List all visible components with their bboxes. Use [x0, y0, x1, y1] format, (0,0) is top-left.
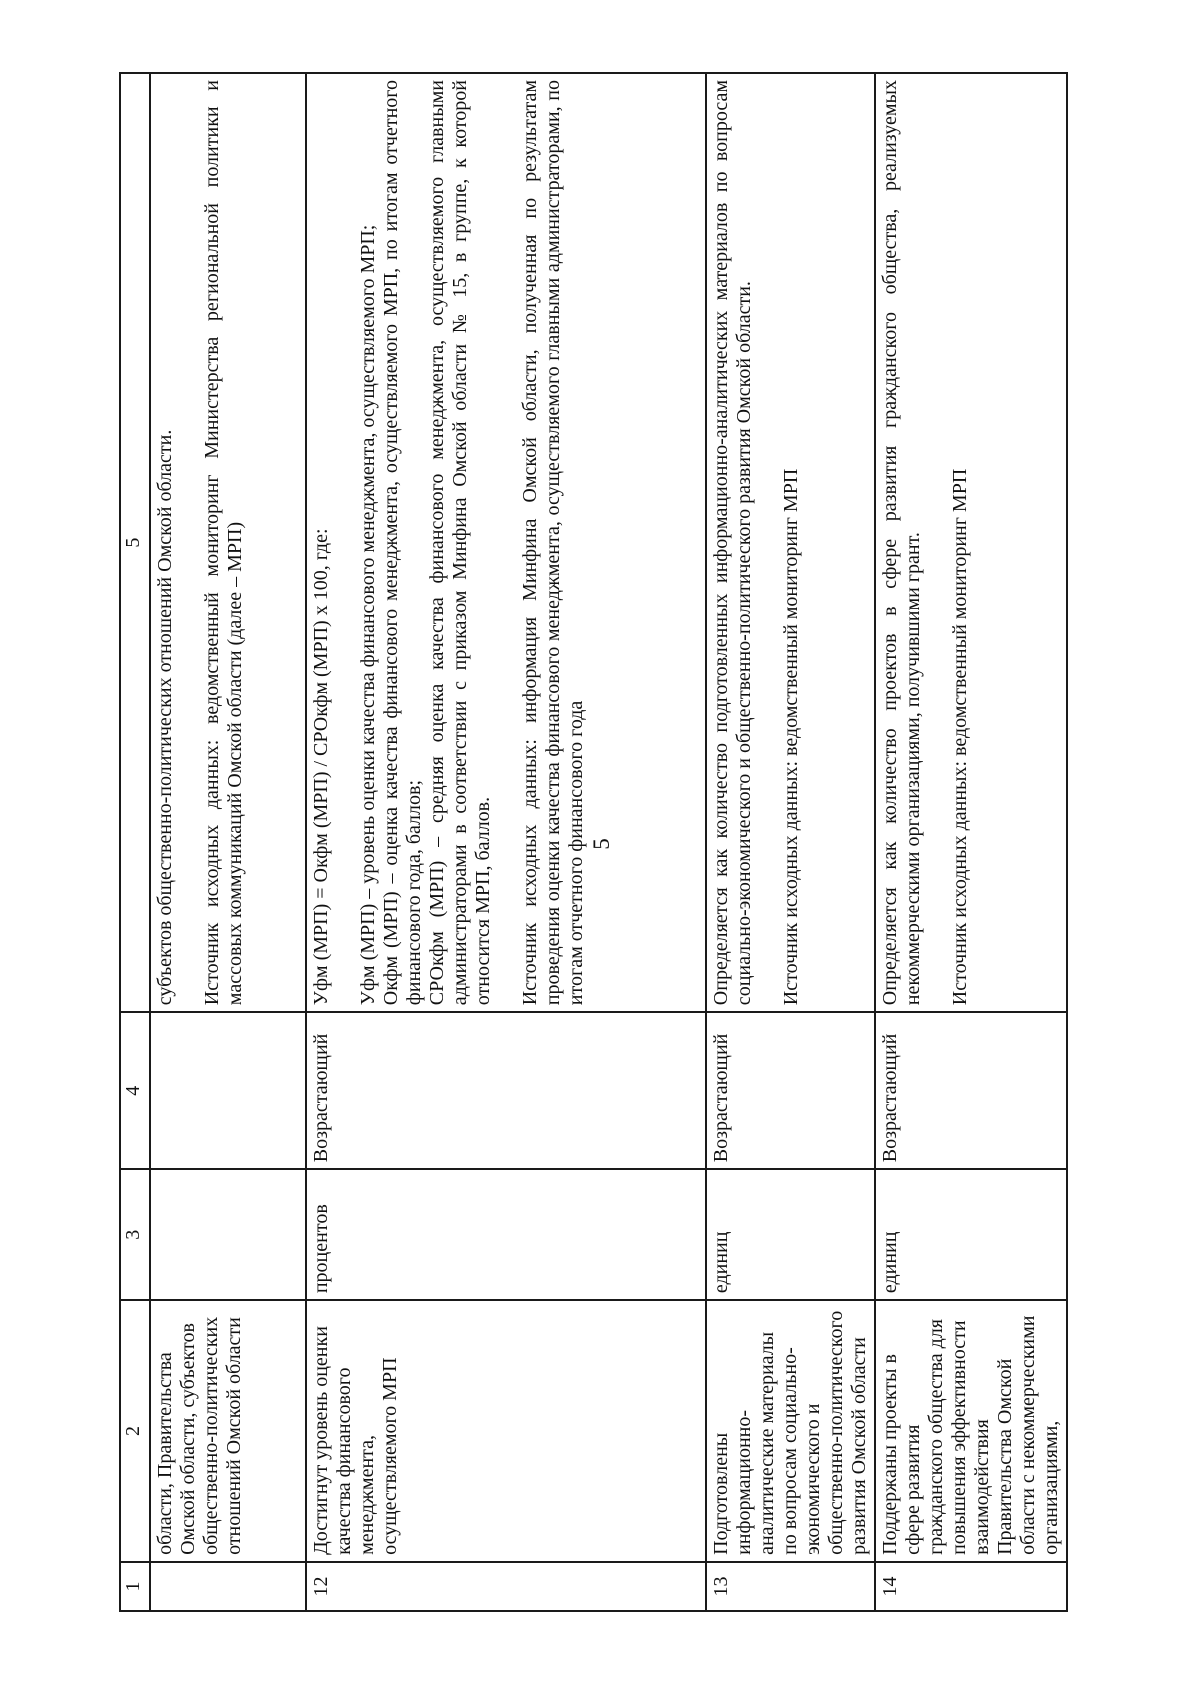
calculation-method	[875, 73, 1067, 1012]
trend: Возрастающий	[306, 1012, 706, 1169]
column-header: 5	[120, 73, 150, 1012]
description-paragraph: СРОкфм (МРП) – средняя оценка качества финансового менеджмента, осуществляемого главными администраторами в соответствии с приказом Минфина Омской области № 15, в группе, к которой относится МРП, баллов.	[426, 80, 494, 1006]
table-row	[306, 73, 706, 1611]
page-number: 5	[589, 838, 614, 850]
indicator-name: области, Правительства Омской области, субъектов общественно-политических отношений Омской области	[150, 1300, 306, 1562]
column-header: 2	[120, 1300, 150, 1562]
trend: Возрастающий	[706, 1012, 875, 1169]
trend	[150, 1012, 306, 1169]
description-paragraph: Источник исходных данных: информация Минфина Омской области, полученная по результатам проведения оценки качества финансового менеджмента, осуществляемого главными администраторами, по итогам отчетного финансового года	[519, 80, 587, 1006]
unit-of-measure: единиц	[706, 1169, 875, 1300]
row-number: 12	[306, 1562, 706, 1611]
description-paragraph: Источник исходных данных: ведомственный мониторинг МРП	[780, 468, 802, 1006]
table-header-row	[120, 73, 150, 1611]
description-paragraph: Источник исходных данных: ведомственный мониторинг МРП	[949, 468, 971, 1006]
row-number: 13	[706, 1562, 875, 1611]
row-number: 14	[875, 1562, 1067, 1611]
calculation-method	[150, 73, 306, 1012]
description-paragraph: Источник исходных данных: ведомственный мониторинг Министерства региональной политики и массовых коммуникаций Омской области (далее – МРП)	[201, 80, 246, 1006]
description-paragraph: Определяется как количество подготовленных информационно-аналитических материалов по вопросам социально-экономического и общественно-политического развития Омской области.	[710, 80, 755, 1006]
description-paragraph: Уфм (МРП) – уровень оценки качества финансового менеджмента, осуществляемого МРП;	[357, 224, 379, 1006]
formula: Уфм (МРП) = Окфм (МРП) / СРОкфм (МРП) х 100, где:	[310, 528, 332, 1006]
rotated-table-container	[119, 72, 1119, 1612]
unit-of-measure: процентов	[306, 1169, 706, 1300]
row-number	[150, 1562, 306, 1611]
unit-of-measure: единиц	[875, 1169, 1067, 1300]
indicator-name: Подготовлены информационно-аналитические материалы по вопросам социально-экономического и общественно-политического развития Омской области	[706, 1300, 875, 1562]
rotated-table-canvas	[119, 72, 1119, 1612]
table-row	[706, 73, 875, 1611]
indicators-table	[119, 72, 1068, 1612]
trend: Возрастающий	[875, 1012, 1067, 1169]
description-paragraph: Окфм (МРП) – оценка качества финансового менеджмента, осуществляемого МРП, по итогам отчетного финансового года, баллов;	[380, 80, 425, 1006]
unit-of-measure	[150, 1169, 306, 1300]
table-row	[875, 73, 1067, 1611]
column-header: 4	[120, 1012, 150, 1169]
table-row	[150, 73, 306, 1611]
description-paragraph: субъектов общественно-политических отношений Омской области.	[154, 429, 176, 1006]
indicator-name: Достигнут уровень оценки качества финансового менеджмента, осуществляемого МРП	[306, 1300, 706, 1562]
indicator-name: Поддержаны проекты в сфере развития гражданского общества для повышения эффективности взаимодействия Правительства Омской области с некоммерческими организациями,	[875, 1300, 1067, 1562]
column-header: 3	[120, 1169, 150, 1300]
column-header: 1	[120, 1562, 150, 1611]
calculation-method	[706, 73, 875, 1012]
description-paragraph: Определяется как количество проектов в сфере развития гражданского общества, реализуемых некоммерческими организациями, получившими грант.	[879, 80, 924, 1006]
calculation-method	[306, 73, 706, 1012]
